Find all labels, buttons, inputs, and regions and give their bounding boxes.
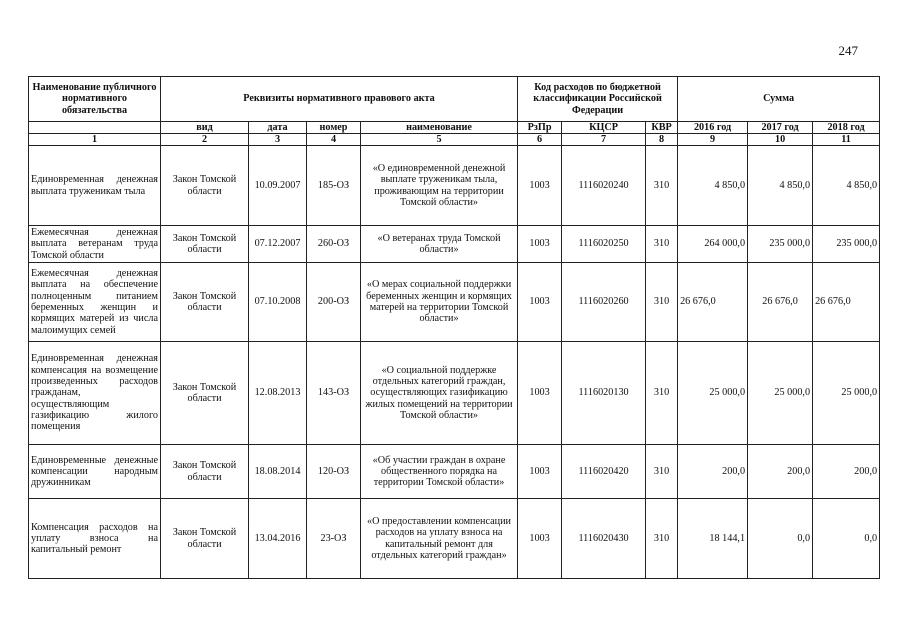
column-number: 8: [646, 134, 678, 146]
sum-2016: 200,0: [678, 445, 748, 499]
header-2016: 2016 год: [678, 122, 748, 134]
code-kcsr: 1116020430: [562, 499, 646, 579]
code-kcsr: 1116020250: [562, 226, 646, 263]
code-kvr: 310: [646, 342, 678, 445]
act-date: 18.08.2014: [249, 445, 307, 499]
act-title: «О мерах социальной поддержки беременных женщин и кормящих матерей на территории Томской области»: [361, 263, 518, 342]
table-row: [29, 499, 880, 579]
table-row: [29, 146, 880, 226]
act-number: 185-ОЗ: [307, 146, 361, 226]
column-number: 1: [29, 134, 161, 146]
sum-2018: 200,0: [813, 445, 880, 499]
act-type: Закон Томской области: [161, 146, 249, 226]
act-date: 07.10.2008: [249, 263, 307, 342]
sum-2017: 4 850,0: [748, 146, 813, 226]
obligations-table: [28, 76, 880, 579]
code-kcsr: 1116020420: [562, 445, 646, 499]
code-rzpr: 1003: [518, 499, 562, 579]
column-number: 3: [249, 134, 307, 146]
code-kvr: 310: [646, 226, 678, 263]
column-number: 11: [813, 134, 880, 146]
header-row-sub: [29, 122, 880, 134]
obligation-name: Единовременные денежные компенсации народным дружинникам: [29, 445, 161, 499]
header-code: Код расходов по бюджетной классификации Российской Федерации: [518, 77, 678, 122]
header-sum: Сумма: [678, 77, 880, 122]
act-type: Закон Томской области: [161, 499, 249, 579]
header-2017: 2017 год: [748, 122, 813, 134]
column-number: 10: [748, 134, 813, 146]
sum-2018: 0,0: [813, 499, 880, 579]
column-number: 6: [518, 134, 562, 146]
act-title: «О социальной поддержке отдельных категорий граждан, осуществляющих газификацию жилых помещений на территории Томской области»: [361, 342, 518, 445]
sum-2017: 235 000,0: [748, 226, 813, 263]
code-kcsr: 1116020240: [562, 146, 646, 226]
table-row: [29, 226, 880, 263]
sum-2016: 4 850,0: [678, 146, 748, 226]
obligation-name: Единовременная денежная компенсация на возмещение произведенных расходов гражданам, осуществляющим газификацию жилого помещения: [29, 342, 161, 445]
sum-2017: 200,0: [748, 445, 813, 499]
act-number: 260-ОЗ: [307, 226, 361, 263]
header-obligation: Наименование публичного нормативного обязательства: [29, 77, 161, 122]
header-data: дата: [249, 122, 307, 134]
sum-2018: 25 000,0: [813, 342, 880, 445]
sum-2016: 25 000,0: [678, 342, 748, 445]
sum-2016: 18 144,1: [678, 499, 748, 579]
page-number: 247: [838, 43, 858, 58]
table-row: [29, 445, 880, 499]
act-date: 07.12.2007: [249, 226, 307, 263]
code-rzpr: 1003: [518, 226, 562, 263]
act-date: 13.04.2016: [249, 499, 307, 579]
act-date: 12.08.2013: [249, 342, 307, 445]
obligation-name: Ежемесячная денежная выплата ветеранам труда Томской области: [29, 226, 161, 263]
sum-2017: 25 000,0: [748, 342, 813, 445]
act-type: Закон Томской области: [161, 263, 249, 342]
act-number: 23-ОЗ: [307, 499, 361, 579]
code-kcsr: 1116020260: [562, 263, 646, 342]
code-rzpr: 1003: [518, 342, 562, 445]
header-row-main: [29, 77, 880, 122]
sum-2017: 26 676,0: [748, 263, 813, 342]
header-2018: 2018 год: [813, 122, 880, 134]
header-rzpr: РзПр: [518, 122, 562, 134]
act-title: «О ветеранах труда Томской области»: [361, 226, 518, 263]
sum-2016: 26 676,0: [678, 263, 748, 342]
code-kvr: 310: [646, 499, 678, 579]
header-sub-empty: [29, 122, 161, 134]
act-date: 10.09.2007: [249, 146, 307, 226]
table-row: [29, 342, 880, 445]
table-row: [29, 263, 880, 342]
sum-2017: 0,0: [748, 499, 813, 579]
act-title: «Об участии граждан в охране общественного порядка на территории Томской области»: [361, 445, 518, 499]
code-kcsr: 1116020130: [562, 342, 646, 445]
code-rzpr: 1003: [518, 146, 562, 226]
obligation-name: Единовременная денежная выплата труженикам тыла: [29, 146, 161, 226]
act-type: Закон Томской области: [161, 445, 249, 499]
header-naimenovanie: наименование: [361, 122, 518, 134]
column-number: 9: [678, 134, 748, 146]
code-kvr: 310: [646, 445, 678, 499]
header-row-numbers: [29, 134, 880, 146]
header-kcsr: КЦСР: [562, 122, 646, 134]
sum-2018: 235 000,0: [813, 226, 880, 263]
sum-2016: 264 000,0: [678, 226, 748, 263]
code-kvr: 310: [646, 146, 678, 226]
header-nomer: номер: [307, 122, 361, 134]
header-kvr: КВР: [646, 122, 678, 134]
sum-2018: 4 850,0: [813, 146, 880, 226]
act-type: Закон Томской области: [161, 226, 249, 263]
code-rzpr: 1003: [518, 445, 562, 499]
header-vid: вид: [161, 122, 249, 134]
act-title: «О предоставлении компенсации расходов на уплату взноса на капитальный ремонт для отдельных категорий граждан»: [361, 499, 518, 579]
code-rzpr: 1003: [518, 263, 562, 342]
act-type: Закон Томской области: [161, 342, 249, 445]
header-act: Реквизиты нормативного правового акта: [161, 77, 518, 122]
act-title: «О единовременной денежной выплате труженикам тыла, проживающим на территории Томской области»: [361, 146, 518, 226]
column-number: 4: [307, 134, 361, 146]
code-kvr: 310: [646, 263, 678, 342]
act-number: 120-ОЗ: [307, 445, 361, 499]
column-number: 5: [361, 134, 518, 146]
column-number: 7: [562, 134, 646, 146]
sum-2018: 26 676,0: [813, 263, 880, 342]
obligation-name: Ежемесячная денежная выплата на обеспечение полноценным питанием беременных женщин и кормящих матерей из числа малоимущих семей: [29, 263, 161, 342]
column-number: 2: [161, 134, 249, 146]
obligation-name: Компенсация расходов на уплату взноса на капитальный ремонт: [29, 499, 161, 579]
act-number: 143-ОЗ: [307, 342, 361, 445]
act-number: 200-ОЗ: [307, 263, 361, 342]
